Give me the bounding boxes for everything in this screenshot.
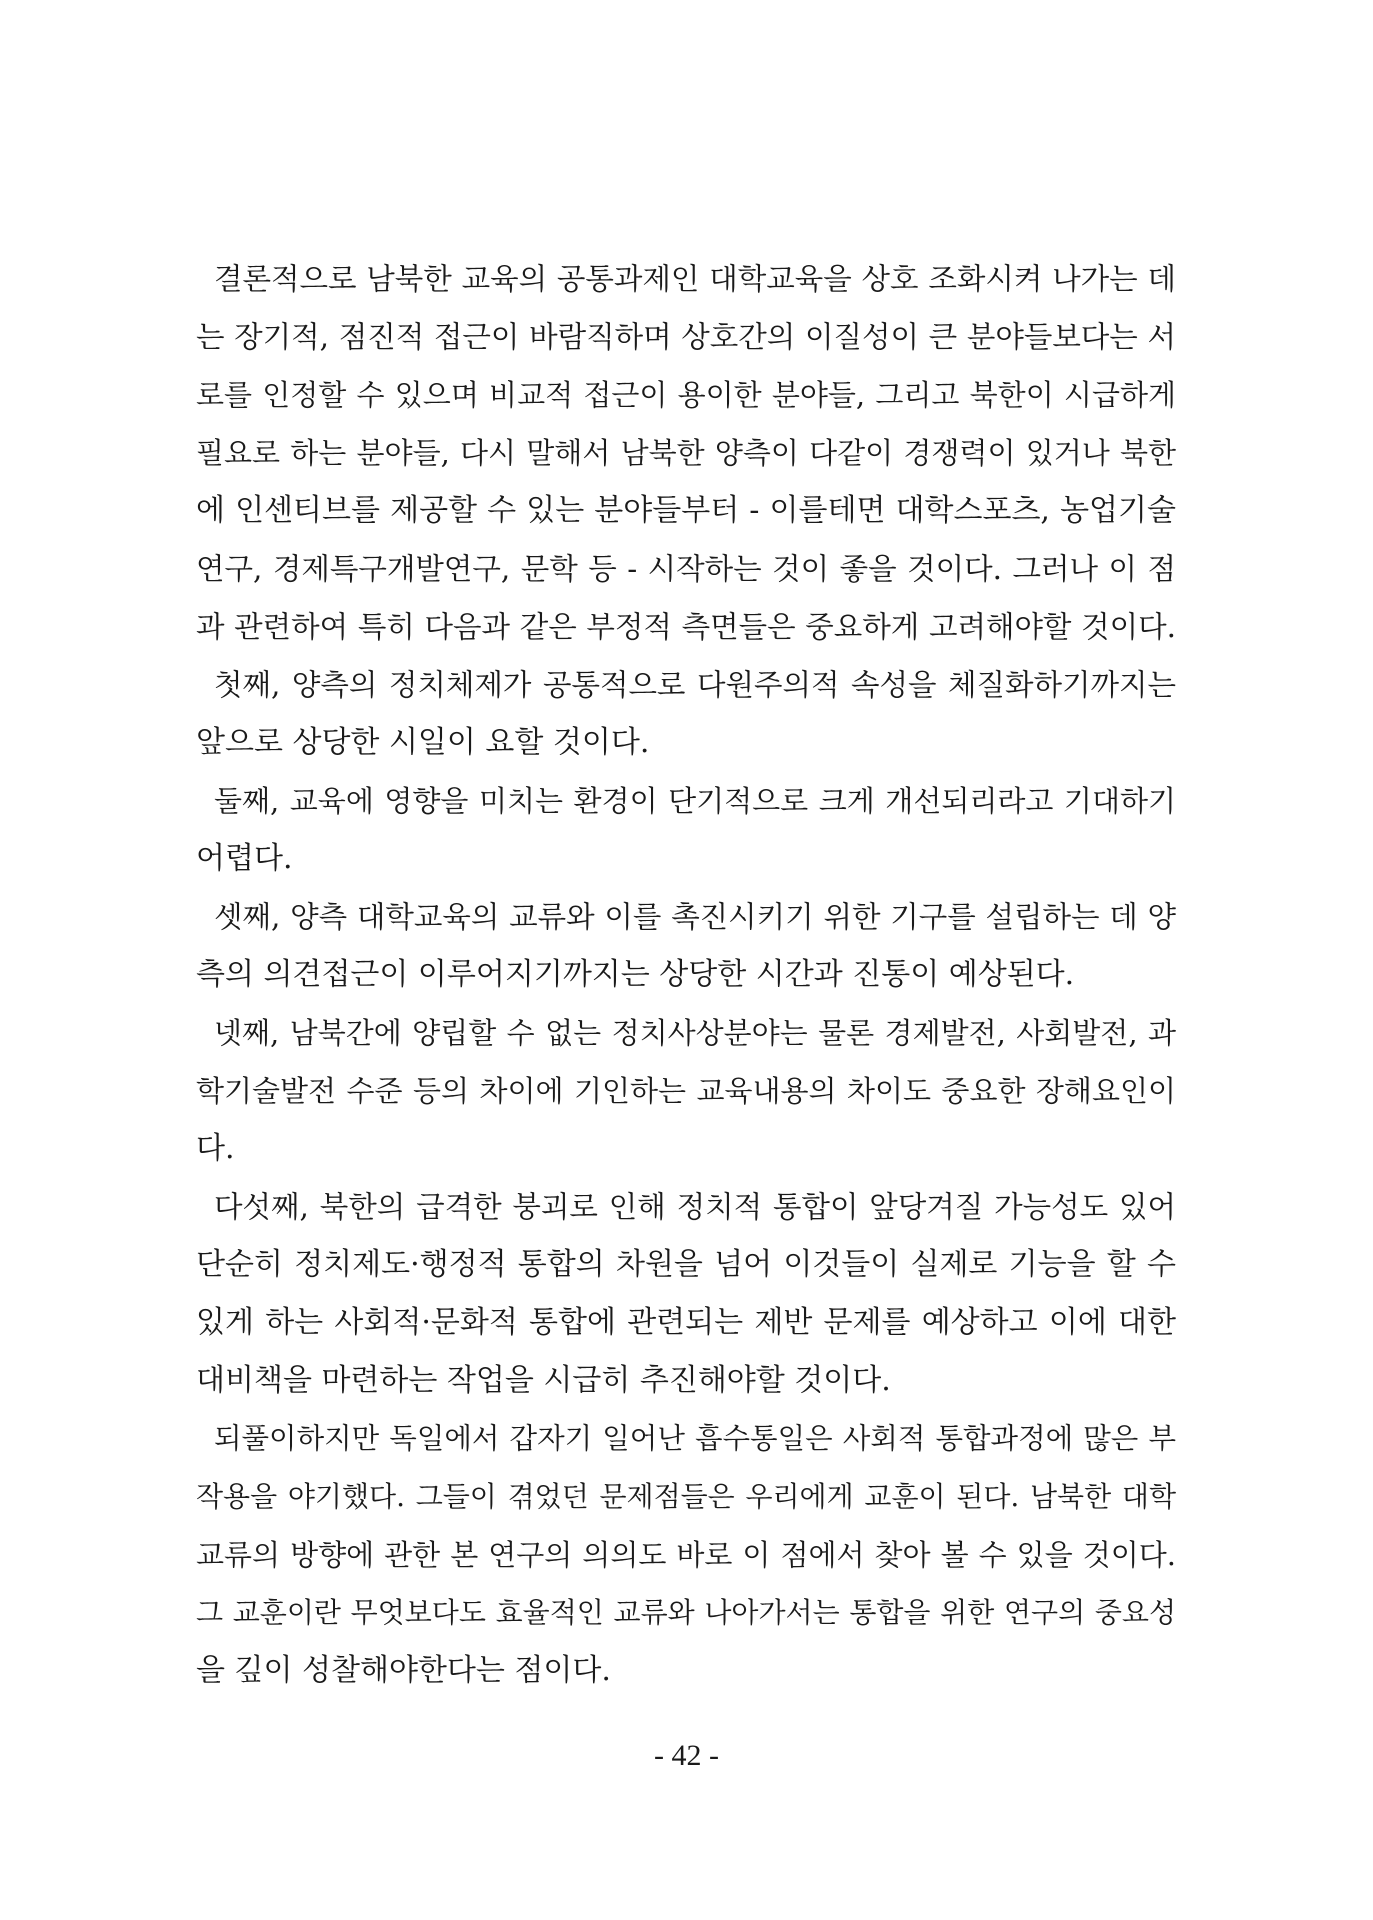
text-line: 교류의 방향에 관한 본 연구의 의의도 바로 이 점에서 찾아 볼 수 있을 것이다.: [196, 1538, 1176, 1572]
page-number: - 42 -: [654, 1739, 719, 1772]
text-line: 있게 하는 사회적·문화적 통합에 관련되는 제반 문제를 예상하고 이에 대한: [196, 1305, 1176, 1340]
text-line: 연구, 경제특구개발연구, 문학 등 - 시작하는 것이 좋을 것이다. 그러나 이 점: [196, 552, 1176, 586]
text-line: 로를 인정할 수 있으며 비교적 접근이 용이한 분야들, 그리고 북한이 시급하게: [196, 378, 1176, 412]
text-line: 다섯째, 북한의 급격한 붕괴로 인해 정치적 통합이 앞당겨질 가능성도 있어: [214, 1190, 1176, 1224]
text-line: 둘째, 교육에 영향을 미치는 환경이 단기적으로 크게 개선되리라고 기대하기: [214, 784, 1176, 818]
text-line: 그 교훈이란 무엇보다도 효율적인 교류와 나아가서는 통합을 위한 연구의 중요성: [196, 1596, 1176, 1629]
text-line: 에 인센티브를 제공할 수 있는 분야들부터 - 이를테면 대학스포츠, 농업기술: [196, 493, 1176, 528]
text-line: 측의 의견접근이 이루어지기까지는 상당한 시간과 진통이 예상된다.: [196, 957, 1075, 992]
text-line: 과 관련하여 특히 다음과 같은 부정적 측면들은 중요하게 고려해야할 것이다.: [196, 610, 1176, 644]
text-line: 첫째, 양측의 정치체제가 공통적으로 다원주의적 속성을 체질화하기까지는: [214, 668, 1176, 702]
text-line: 는 장기적, 점진적 접근이 바람직하며 상호간의 이질성이 큰 분야들보다는 서: [196, 320, 1176, 354]
text-line: 을 깊이 성찰해야한다는 점이다.: [196, 1653, 611, 1688]
text-line: 다.: [196, 1131, 235, 1166]
text-line: 넷째, 남북간에 양립할 수 없는 정치사상분야는 물론 경제발전, 사회발전, 과: [214, 1016, 1176, 1050]
text-line: 셋째, 양측 대학교육의 교류와 이를 촉진시키기 위한 기구를 설립하는 데 양: [214, 900, 1176, 934]
text-line: 학기술발전 수준 등의 차이에 기인하는 교육내용의 차이도 중요한 장해요인이: [196, 1074, 1176, 1108]
text-line: 필요로 하는 분야들, 다시 말해서 남북한 양측이 다같이 경쟁력이 있거나 북한: [196, 436, 1176, 470]
text-line: 단순히 정치제도·행정적 통합의 차원을 넘어 이것들이 실제로 기능을 할 수: [196, 1247, 1176, 1282]
text-line: 대비책을 마련하는 작업을 시급히 추진해야할 것이다.: [196, 1363, 891, 1398]
text-line: 어렵다.: [196, 841, 293, 876]
text-line: 작용을 야기했다. 그들이 겪었던 문제점들은 우리에게 교훈이 된다. 남북한 대학: [196, 1480, 1176, 1513]
text-line: 결론적으로 남북한 교육의 공통과제인 대학교육을 상호 조화시켜 나가는 데: [214, 262, 1176, 296]
text-line: 되풀이하지만 독일에서 갑자기 일어난 흡수통일은 사회적 통합과정에 많은 부: [214, 1422, 1176, 1455]
text-line: 앞으로 상당한 시일이 요할 것이다.: [196, 725, 650, 760]
